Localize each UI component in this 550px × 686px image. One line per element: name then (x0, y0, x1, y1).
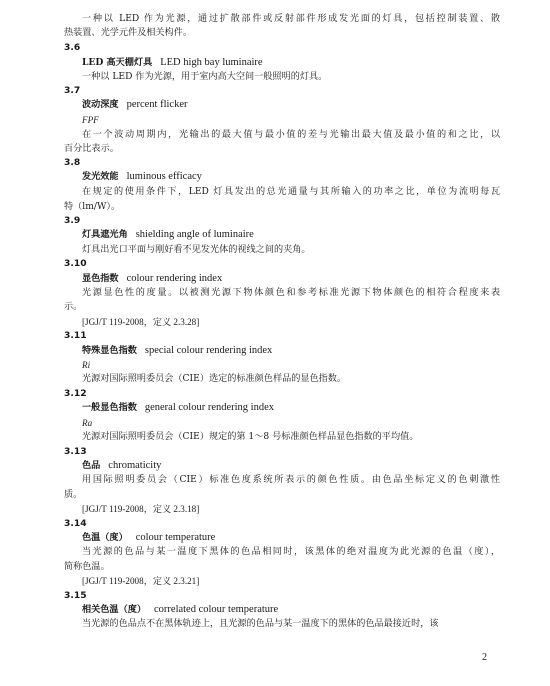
term-en: LED high bay luminaire (160, 57, 263, 68)
term-symbol: FPF (82, 115, 99, 125)
reference-citation: [JGJ/T 119-2008，定义 2.3.18] (82, 504, 200, 514)
term-symbol: Ra (82, 418, 93, 428)
term-heading (82, 56, 263, 70)
term-en: chromaticity (108, 460, 162, 471)
definition-line: 光源对国际照明委员会（CIE）规定的第 1～8 号标准颜色样品显色指数的平均值。 (82, 432, 419, 442)
clause-number: 3.15 (64, 591, 87, 601)
term-en: shielding angle of luminaire (135, 229, 254, 240)
term-heading (82, 459, 161, 473)
term-heading (82, 228, 254, 242)
term-en: correlated colour temperature (154, 604, 279, 615)
clause-number: 3.6 (64, 43, 81, 53)
term-zh: 显色指数 (82, 273, 119, 284)
term-symbol: Ri (82, 360, 91, 370)
term-en: colour rendering index (126, 273, 223, 284)
definition-line: 一种以 LED 作为光源，用于室内高大空间一般照明的灯具。 (82, 72, 328, 82)
term-en: special colour rendering index (144, 345, 273, 356)
definition-line: 在规定的使用条件下，LED 灯具发出的总光通量与其所输入的功率之比，单位为流明每瓦 (82, 187, 500, 197)
term-en: luminous efficacy (126, 171, 202, 182)
term-heading (82, 272, 222, 286)
intro-line-1: 一种以 LED 作为光源，通过扩散部件或反射部件形成发光面的灯具，包括控制装置、散 (82, 14, 500, 24)
definition-line: 当光源的色品点不在黑体轨迹上，且光源的色品与某一温度下的黑体的色品最接近时，该 (82, 619, 439, 629)
term-zh: 一般显色指数 (82, 402, 137, 413)
term-heading (82, 170, 202, 184)
clause-number: 3.12 (64, 389, 87, 399)
reference-citation: [JGJ/T 119-2008，定义 2.3.21] (82, 576, 200, 586)
clause-number: 3.9 (64, 216, 81, 226)
intro-line-2: 热装置、光学元件及相关构件。 (64, 28, 192, 38)
definition-line: 百分比表示。 (64, 144, 119, 154)
definition-line: 在一个波动周期内，光输出的最大值与最小值的差与光输出最大值及最小值的和之比，以 (82, 130, 500, 140)
definition-line: 质。 (64, 490, 83, 500)
definition-line: 光源对国际照明委员会（CIE）选定的标准颜色样品的显色指数。 (82, 374, 347, 384)
clause-number: 3.8 (64, 158, 81, 168)
clause-number: 3.14 (64, 519, 87, 529)
clause-number: 3.10 (64, 259, 87, 269)
definition-line: 当光源的色品与某一温度下黑体的色品相同时，该黑体的绝对温度为此光源的色温（度）， (82, 547, 500, 557)
definition-line: 示。 (64, 302, 83, 312)
term-heading (82, 401, 274, 415)
term-heading (82, 603, 278, 617)
term-zh: 特殊显色指数 (82, 345, 137, 356)
term-zh: 发光效能 (82, 171, 119, 182)
clause-number: 3.13 (64, 447, 87, 457)
clause-number: 3.7 (64, 86, 81, 96)
definition-line: 灯具出光口平面与刚好看不见发光体的视线之间的夹角。 (82, 245, 311, 255)
term-zh: 色品 (82, 460, 101, 471)
definition-line: 特（lm/W）。 (64, 202, 121, 212)
term-heading (82, 98, 188, 112)
term-zh: 灯具遮光角 (82, 229, 128, 240)
definition-line: 用国际照明委员会（CIE）标准色度系统所表示的颜色性质。由色品坐标定义的色刺激性 (82, 475, 500, 485)
definition-line: 光源显色性的度量。以被测光源下物体颜色和参考标准光源下物体颜色的相符合程度来表 (82, 288, 500, 298)
term-zh: 波动深度 (82, 99, 119, 110)
definition-line: 简称色温。 (64, 562, 110, 572)
term-heading (82, 344, 272, 358)
page-number: 2 (482, 652, 487, 663)
term-en: percent flicker (126, 99, 188, 110)
term-en: colour temperature (135, 532, 216, 543)
term-zh: LED 高天棚灯具 (82, 57, 153, 68)
term-zh: 相关色温（度） (82, 604, 146, 615)
term-heading (82, 531, 215, 545)
reference-citation: [JGJ/T 119-2008，定义 2.3.28] (82, 317, 200, 327)
clause-number: 3.11 (64, 331, 87, 341)
term-zh: 色温（度） (82, 532, 128, 543)
term-en: general colour rendering index (144, 402, 275, 413)
